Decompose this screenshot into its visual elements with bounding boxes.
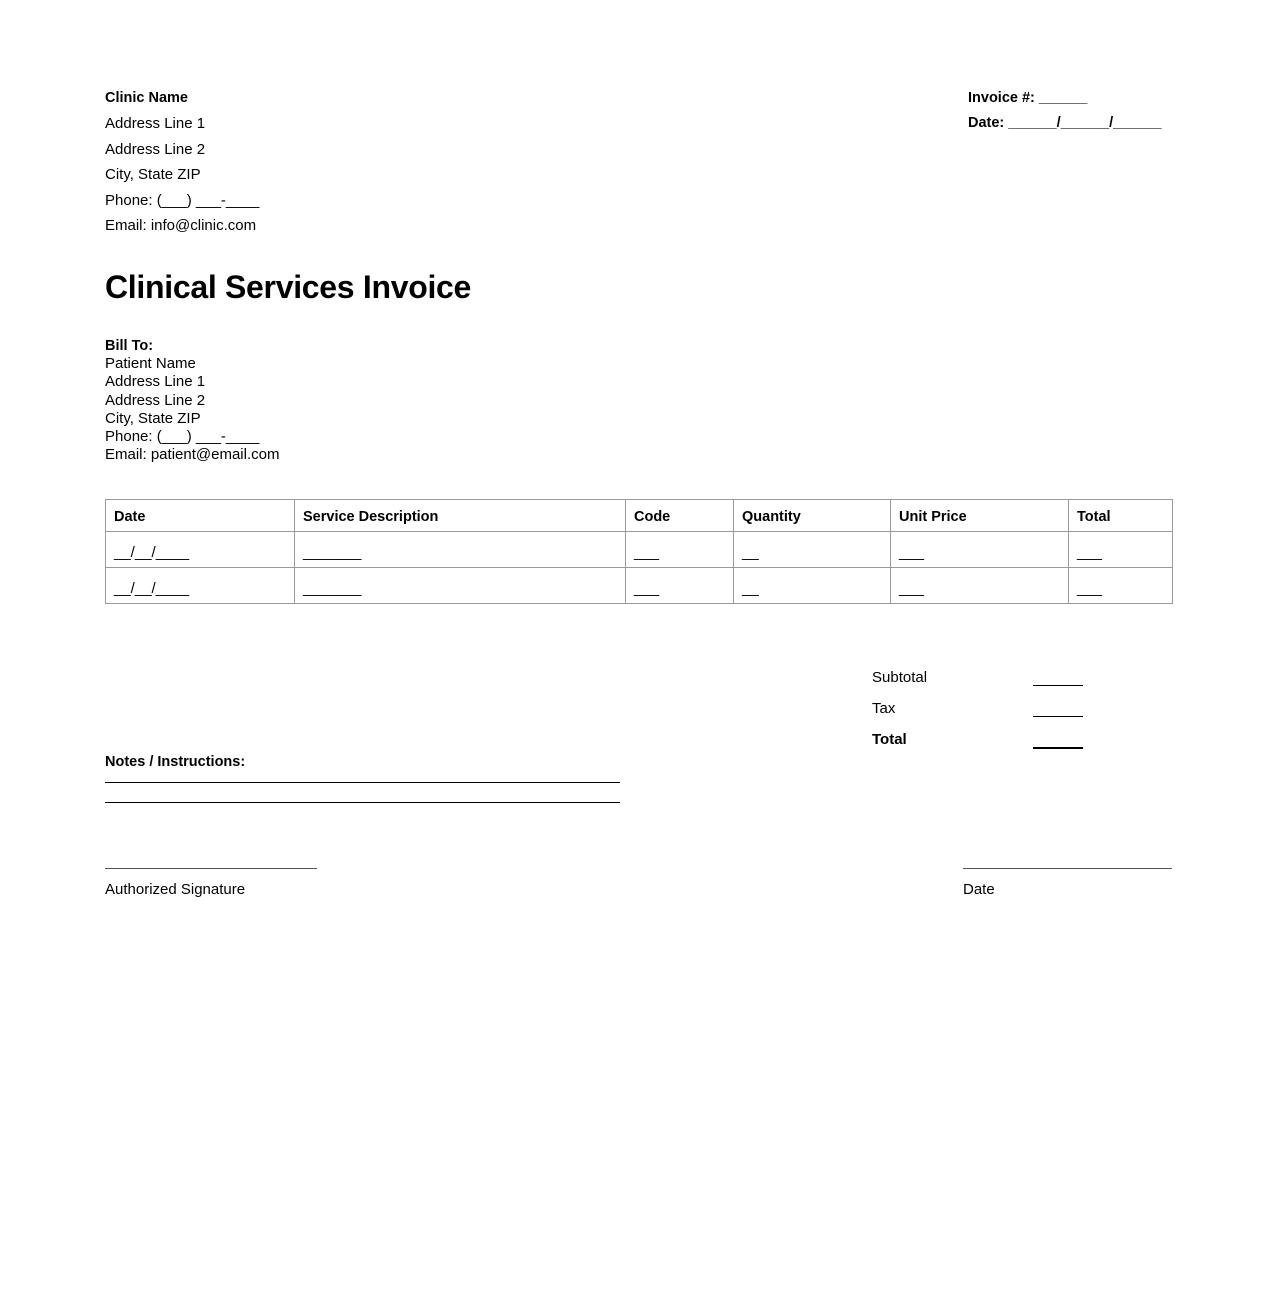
bill-to-heading: Bill To: — [105, 338, 154, 354]
cell-date-value: __/__/____ — [114, 580, 190, 597]
bill-to-address-line-1: Address Line 1 — [105, 373, 206, 391]
notes-line-1[interactable] — [105, 782, 620, 783]
clinic-city-state-zip: City, State ZIP — [105, 166, 201, 184]
clinic-address-line-1: Address Line 1 — [105, 115, 206, 133]
notes-line-2[interactable] — [105, 802, 620, 803]
cell-date-value: __/__/____ — [114, 544, 190, 561]
tax-label: Tax — [872, 700, 896, 717]
cell-total[interactable] — [1069, 532, 1173, 568]
cell-unit-price[interactable] — [891, 568, 1069, 604]
authorized-signature-label: Authorized Signature — [105, 881, 246, 898]
cell-quantity[interactable] — [734, 532, 891, 568]
bill-to-email: Email: patient@email.com — [105, 446, 280, 464]
column-header-service-description: Service Description — [295, 500, 626, 532]
grand-total-value-field[interactable] — [1033, 747, 1083, 749]
cell-service-description-value: _______ — [303, 580, 362, 597]
cell-quantity[interactable] — [734, 568, 891, 604]
cell-date[interactable] — [106, 568, 295, 604]
authorized-signature-line[interactable] — [105, 868, 317, 869]
tax-row — [872, 699, 1172, 730]
column-header-date: Date — [106, 500, 295, 532]
clinic-header-block — [105, 86, 625, 238]
bill-to-city-state-zip: City, State ZIP — [105, 409, 201, 427]
cell-code-value: ___ — [634, 544, 660, 561]
grand-total-row — [872, 730, 1172, 761]
clinic-email: Email: info@clinic.com — [105, 217, 257, 235]
grand-total-label: Total — [872, 731, 907, 748]
bill-to-block — [105, 337, 625, 464]
clinic-name: Clinic Name — [105, 90, 188, 106]
table-header-row — [106, 500, 1173, 532]
tax-value-field[interactable] — [1033, 716, 1083, 717]
line-items-table — [105, 499, 1173, 604]
bill-to-phone: Phone: (___) ___-____ — [105, 428, 260, 446]
cell-unit-price-value: ___ — [899, 544, 925, 561]
cell-total-value: ___ — [1077, 544, 1103, 561]
bill-to-patient-name: Patient Name — [105, 355, 196, 373]
table-row — [106, 568, 1173, 604]
subtotal-row — [872, 668, 1172, 699]
subtotal-value-field[interactable] — [1033, 685, 1083, 686]
cell-date[interactable] — [106, 532, 295, 568]
cell-quantity-value: __ — [742, 544, 759, 561]
cell-code[interactable] — [626, 532, 734, 568]
cell-total[interactable] — [1069, 568, 1173, 604]
cell-quantity-value: __ — [742, 580, 759, 597]
cell-service-description[interactable] — [295, 532, 626, 568]
cell-code[interactable] — [626, 568, 734, 604]
cell-unit-price-value: ___ — [899, 580, 925, 597]
signature-date-label: Date — [963, 881, 995, 898]
clinic-phone: Phone: (___) ___-____ — [105, 191, 260, 209]
invoice-meta-block — [968, 86, 1268, 137]
cell-unit-price[interactable] — [891, 532, 1069, 568]
clinic-address-line-2: Address Line 2 — [105, 140, 206, 158]
column-header-unit-price: Unit Price — [891, 500, 1069, 532]
page-title: Clinical Services Invoice — [105, 269, 472, 305]
notes-heading: Notes / Instructions: — [105, 754, 246, 770]
subtotal-label: Subtotal — [872, 669, 928, 686]
cell-service-description[interactable] — [295, 568, 626, 604]
cell-total-value: ___ — [1077, 580, 1103, 597]
cell-code-value: ___ — [634, 580, 660, 597]
cell-service-description-value: _______ — [303, 544, 362, 561]
table-row — [106, 532, 1173, 568]
signature-date-line[interactable] — [963, 868, 1172, 869]
invoice-date-field[interactable]: Date: ______/______/______ — [968, 115, 1162, 132]
totals-block — [872, 668, 1172, 761]
column-header-total: Total — [1069, 500, 1173, 532]
column-header-quantity: Quantity — [734, 500, 891, 532]
column-header-code: Code — [626, 500, 734, 532]
invoice-number-field[interactable]: Invoice #: ______ — [968, 90, 1088, 106]
bill-to-address-line-2: Address Line 2 — [105, 391, 206, 409]
